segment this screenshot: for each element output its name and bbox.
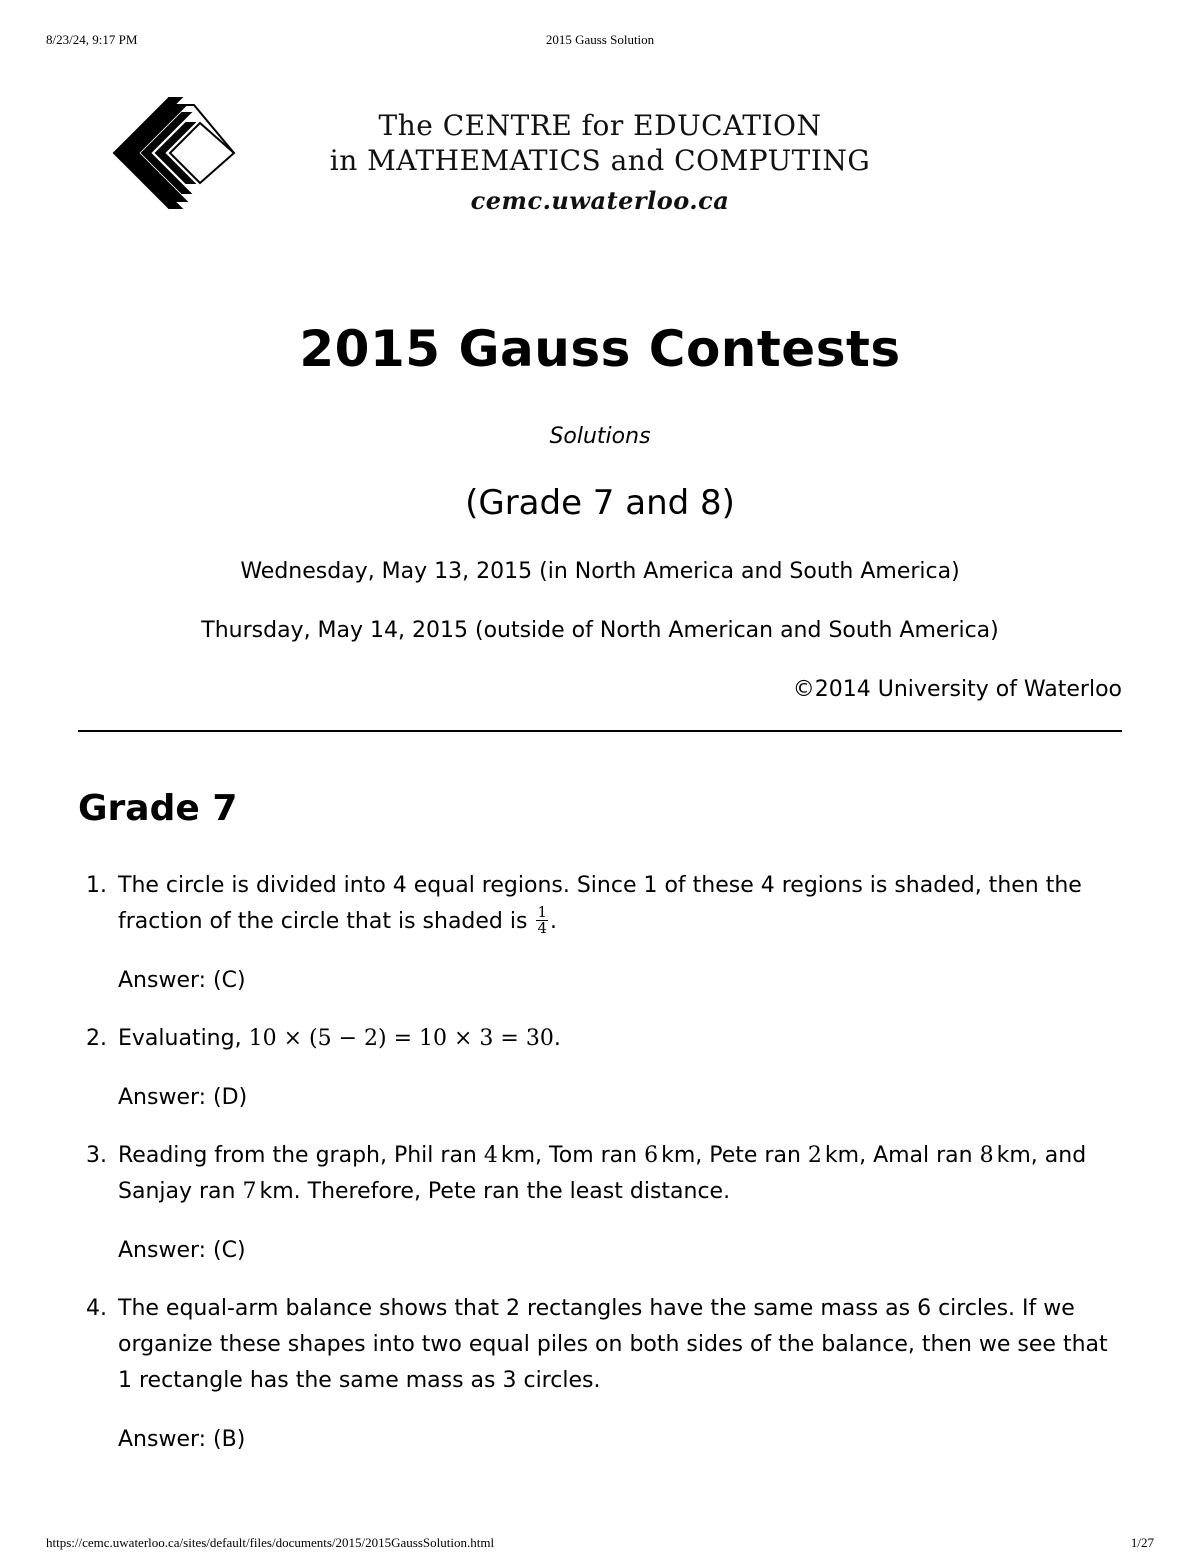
solution-answer: Answer: (C) [118, 968, 246, 993]
print-page-number: 1/27 [1130, 1535, 1154, 1550]
solution-text-f: km. Therefore, Pete ran the least distance. [259, 1179, 731, 1204]
fraction-denominator: 4 [537, 918, 548, 937]
solution-text: The equal-arm balance shows that 2 rectangles have the same mass as 6 circles. If we organize these shapes into two equal piles on both sides of the balance, then we see that 1 rectangle has the same mass as 3 circles. [118, 1296, 1108, 1393]
solution-text [118, 1138, 1122, 1210]
math-expression: 10 × (5 − 2) = 10 × 3 = 30 [248, 1026, 554, 1051]
cemc-line-1: The CENTRE for EDUCATION [378, 109, 822, 142]
solution-item [78, 1291, 1122, 1458]
solution-text-b: km, Tom ran [500, 1143, 638, 1168]
distance-sanjay: 7 [242, 1179, 257, 1204]
solution-text-b: . [550, 909, 558, 934]
solution-item [78, 1021, 1122, 1116]
solution-text-a: Evaluating, [118, 1026, 242, 1051]
solution-number: 1. [86, 873, 107, 898]
solution-number: 3. [86, 1143, 107, 1168]
solution-text-a: Reading from the graph, Phil ran [118, 1143, 477, 1168]
section-heading: Grade 7 [78, 788, 238, 829]
solution-item [78, 868, 1122, 999]
cemc-wordmark [300, 108, 900, 215]
cemc-url: cemc.uwaterloo.ca [470, 186, 730, 215]
solution-text [118, 868, 1122, 940]
horizontal-rule [78, 730, 1122, 732]
solution-text-c: km, Pete ran [661, 1143, 801, 1168]
solution-item [78, 1138, 1122, 1269]
solution-number: 4. [86, 1296, 107, 1321]
fraction-numerator: 1 [537, 902, 548, 921]
print-footer [46, 1535, 1154, 1551]
contest-date-1: Wednesday, May 13, 2015 (in North America and South America) [240, 559, 960, 584]
page-title: 2015 Gauss Contests [299, 320, 901, 378]
solution-text [118, 1021, 1122, 1057]
print-header [46, 32, 1154, 48]
contest-date-2: Thursday, May 14, 2015 (outside of North American and South America) [201, 618, 999, 643]
solution-answer: Answer: (C) [118, 1238, 246, 1263]
cemc-logo [110, 97, 240, 209]
distance-amal: 8 [979, 1143, 994, 1168]
print-page-title: 2015 Gauss Solution [545, 32, 655, 47]
solution-text-e: km, and Sanjay ran [118, 1143, 1087, 1204]
solution-text-d: km, Amal ran [824, 1143, 973, 1168]
solution-text-a: The circle is divided into 4 equal regions. Since 1 of these 4 regions is shaded, then the fraction of the circle that is shaded is [118, 873, 1082, 934]
distance-phil: 4 [483, 1143, 498, 1168]
grade-range: (Grade 7 and 8) [465, 483, 735, 523]
distance-pete: 2 [807, 1143, 822, 1168]
cemc-line-2: in MATHEMATICS and COMPUTING [329, 144, 871, 177]
distance-tom: 6 [644, 1143, 659, 1168]
copyright: ©2014 University of Waterloo [792, 677, 1122, 702]
subtitle: Solutions [549, 424, 651, 449]
print-url: https://cemc.uwaterloo.ca/sites/default/files/documents/2015/2015GaussSolution.html [46, 1535, 495, 1550]
solution-answer: Answer: (B) [118, 1427, 246, 1452]
solution-text-b: . [553, 1026, 561, 1051]
print-datetime: 8/23/24, 9:17 PM [46, 32, 138, 47]
solution-answer: Answer: (D) [118, 1085, 248, 1110]
fraction [536, 902, 548, 937]
solutions-list [78, 868, 1122, 1480]
solution-number: 2. [86, 1026, 107, 1051]
